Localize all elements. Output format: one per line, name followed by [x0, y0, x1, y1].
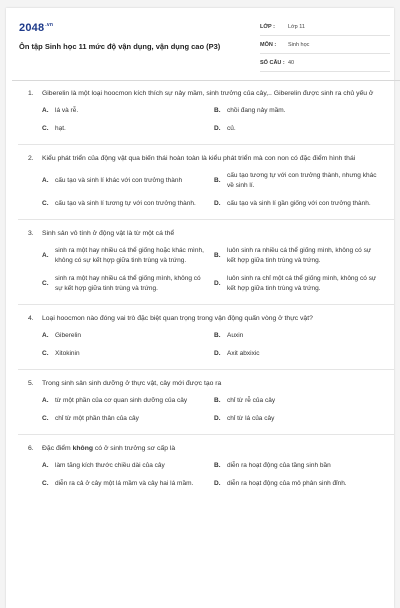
- question-stem-after: có ở sinh trưởng sơ cấp là: [93, 445, 176, 452]
- option-text: cấu tạo và sinh lí gần giống với con trưởng thành.: [227, 200, 371, 207]
- question-number: 6.: [28, 445, 34, 452]
- answer-option-a[interactable]: [42, 106, 214, 116]
- answer-options: [42, 331, 400, 359]
- meta-key: SỐ CÂU :: [260, 59, 285, 66]
- answer-option-c[interactable]: [42, 124, 214, 134]
- option-letter: B.: [214, 177, 221, 184]
- option-letter: D.: [214, 480, 221, 487]
- option-text: chỉ từ rễ của cây: [227, 397, 276, 404]
- answer-option-b[interactable]: [214, 396, 386, 406]
- option-text: luôn sinh ra chỉ một cá thể giống mình, không có sự kết hợp giữa tinh trùng và trứng.: [227, 275, 377, 292]
- answer-options: [42, 246, 400, 294]
- option-letter: D.: [214, 350, 221, 357]
- answer-option-c[interactable]: [42, 349, 214, 359]
- option-letter: A.: [42, 252, 49, 259]
- option-letter: C.: [42, 415, 49, 422]
- answer-option-b[interactable]: [214, 331, 386, 341]
- option-text: diễn ra cả ở cây một lá mầm và cây hai lá mầm.: [55, 480, 194, 487]
- answer-option-a[interactable]: [42, 461, 214, 471]
- answer-option-b[interactable]: [214, 171, 386, 191]
- question-5: [12, 378, 400, 424]
- question-divider: [18, 369, 394, 370]
- meta-value: Lớp 11: [288, 23, 305, 30]
- option-text: Giberelin: [55, 332, 82, 339]
- option-text: sinh ra một hay nhiều cá thể giống mình, không có sự kết hợp giữa tinh trùng và trứng.: [55, 275, 201, 292]
- answer-option-c[interactable]: [42, 274, 214, 294]
- answer-option-b[interactable]: [214, 246, 386, 266]
- question-number: 2.: [28, 155, 34, 162]
- question-stem-emphasis: không: [72, 445, 93, 452]
- question-text: [12, 313, 400, 324]
- question-1: [12, 88, 400, 134]
- option-text: Axit abxixic: [227, 350, 260, 357]
- answer-option-d[interactable]: [214, 479, 386, 489]
- question-number: 4.: [28, 315, 34, 322]
- question-divider: [18, 434, 394, 435]
- option-letter: A.: [42, 462, 49, 469]
- question-text: [12, 153, 400, 164]
- meta-value: 40: [288, 59, 295, 66]
- option-letter: D.: [214, 280, 221, 287]
- option-letter: A.: [42, 107, 49, 114]
- option-text: chồi đang nảy mầm.: [227, 107, 286, 114]
- option-letter: B.: [214, 252, 221, 259]
- question-text: [12, 88, 400, 99]
- question-text: [12, 228, 400, 239]
- question-stem: Sinh sản vô tính ở động vật là từ một cá thể: [42, 230, 175, 237]
- question-stem: Trong sinh sản sinh dưỡng ở thực vật, cây mới được tạo ra: [42, 380, 222, 387]
- meta-key: LỚP :: [260, 23, 275, 30]
- option-letter: A.: [42, 177, 49, 184]
- option-letter: B.: [214, 107, 221, 114]
- question-list: [12, 88, 400, 489]
- option-text: cấu tạo và sinh lí tương tự với con trưởng thành.: [55, 200, 196, 207]
- answer-option-d[interactable]: [214, 349, 386, 359]
- option-text: Xitokinin: [55, 350, 80, 357]
- option-letter: C.: [42, 125, 49, 132]
- question-divider: [18, 219, 394, 220]
- question-stem: Giberelin là một loại hoocmon kích thích sự nảy mầm, sinh trưởng của cây,.. Giberelin được sinh ra chủ yếu ở: [42, 90, 374, 97]
- question-number: 3.: [28, 230, 34, 237]
- question-4: [12, 313, 400, 359]
- answer-option-d[interactable]: [214, 199, 386, 209]
- answer-option-c[interactable]: [42, 479, 214, 489]
- option-text: chỉ từ một phần thân của cây: [55, 415, 139, 422]
- question-stem: Kiểu phát triển của động vật qua biến thái hoàn toàn là kiểu phát triển mà con non có đặc điểm hình thái: [42, 155, 356, 162]
- logo-text: 2048: [19, 22, 45, 34]
- answer-options: [42, 461, 400, 489]
- answer-option-c[interactable]: [42, 199, 214, 209]
- option-letter: C.: [42, 200, 49, 207]
- answer-option-a[interactable]: [42, 396, 214, 406]
- option-letter: B.: [214, 332, 221, 339]
- question-text: [12, 443, 400, 454]
- option-text: luôn sinh ra nhiều cá thể giống mình, không có sự kết hợp giữa tinh trùng và trứng.: [227, 247, 372, 264]
- option-text: làm tăng kích thước chiều dài của cây: [55, 462, 165, 469]
- answer-options: [42, 171, 400, 209]
- answer-option-a[interactable]: [42, 171, 214, 191]
- option-letter: B.: [214, 397, 221, 404]
- answer-options: [42, 106, 400, 134]
- option-text: chỉ từ lá của cây: [227, 415, 275, 422]
- option-text: hạt.: [55, 125, 66, 132]
- option-text: củ.: [227, 125, 236, 132]
- meta-key: MÔN :: [260, 41, 277, 48]
- meta-value: Sinh học: [288, 41, 310, 48]
- answer-options: [42, 396, 400, 424]
- option-letter: C.: [42, 480, 49, 487]
- quiz-paper: [6, 8, 394, 608]
- meta-row-count: [260, 54, 390, 72]
- option-text: Auxin: [227, 332, 244, 339]
- meta-row-class: [260, 18, 390, 36]
- option-letter: D.: [214, 125, 221, 132]
- site-logo[interactable]: [19, 22, 53, 34]
- option-text: cấu tạo và sinh lí khác với con trưởng thành: [55, 177, 183, 184]
- option-text: diễn ra hoạt động của tầng sinh bần: [227, 462, 331, 469]
- option-text: cấu tạo tương tự với con trưởng thành, nhưng khác về sinh lí.: [227, 172, 377, 189]
- option-letter: D.: [214, 415, 221, 422]
- question-3: [12, 228, 400, 294]
- question-stem-before: Đặc điểm: [42, 445, 73, 452]
- answer-option-d[interactable]: [214, 414, 386, 424]
- option-letter: A.: [42, 397, 49, 404]
- question-text: [12, 378, 400, 389]
- answer-option-b[interactable]: [214, 106, 386, 116]
- option-text: diễn ra hoạt động của mô phân sinh đỉnh.: [227, 480, 347, 487]
- question-number: 5.: [28, 380, 34, 387]
- option-letter: C.: [42, 280, 49, 287]
- option-text: từ một phần của cơ quan sinh dưỡng của cây: [55, 397, 188, 404]
- option-text: lá và rễ.: [55, 107, 79, 114]
- answer-option-b[interactable]: [214, 461, 386, 471]
- quiz-meta-table: [260, 18, 390, 72]
- question-2: [12, 153, 400, 209]
- option-letter: D.: [214, 200, 221, 207]
- option-text: sinh ra một hay nhiều cá thể giống hoặc khác mình, không có sự kết hợp giữa tinh trùng và trứng.: [55, 247, 204, 264]
- question-divider: [18, 304, 394, 305]
- option-letter: C.: [42, 350, 49, 357]
- question-divider: [18, 144, 394, 145]
- question-6: [12, 443, 400, 489]
- question-number: 1.: [28, 90, 34, 97]
- answer-option-c[interactable]: [42, 414, 214, 424]
- answer-option-d[interactable]: [214, 274, 386, 294]
- answer-option-a[interactable]: [42, 246, 214, 266]
- logo-suffix: .vn: [45, 22, 54, 28]
- option-letter: A.: [42, 332, 49, 339]
- header-divider: [12, 80, 400, 81]
- question-stem: Loại hoocmon nào đóng vai trò đặc biệt quan trọng trong vận động quấn vòng ở thực vật?: [42, 315, 313, 322]
- option-letter: B.: [214, 462, 221, 469]
- answer-option-d[interactable]: [214, 124, 386, 134]
- meta-row-subject: [260, 36, 390, 54]
- answer-option-a[interactable]: [42, 331, 214, 341]
- page-title: Ôn tập Sinh học 11 mức độ vận dụng, vận dụng cao (P3): [19, 42, 221, 51]
